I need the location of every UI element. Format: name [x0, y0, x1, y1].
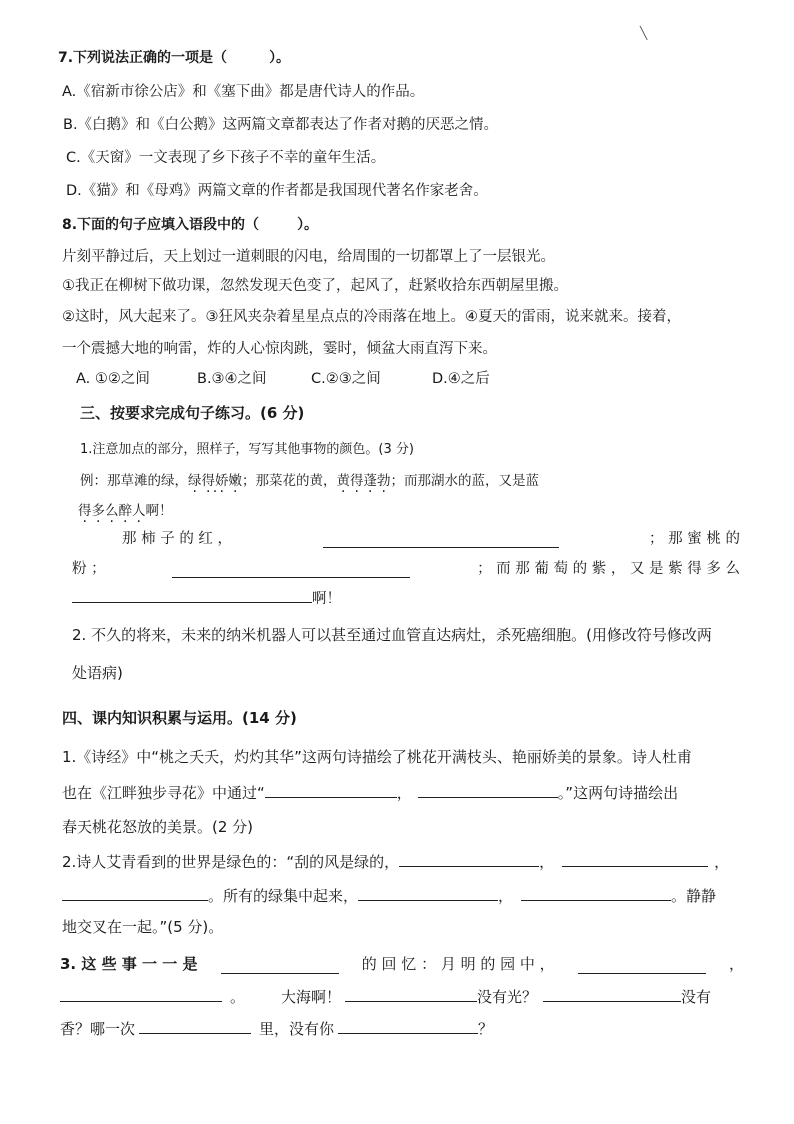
- q7-stem-text: 7.下列说法正确的一项是（: [58, 50, 228, 66]
- q8-sentence: 片刻平静过后，天上划过一道刺眼的闪电，给周围的一切都罩上了一层银光。: [62, 249, 555, 265]
- example-mid-2: ；而那湖水的蓝，又是蓝: [390, 473, 539, 489]
- q2-line2-comma: ，: [498, 887, 514, 905]
- q8-option-c: C.②③之间: [311, 371, 381, 387]
- dotted-char: 得: [78, 503, 92, 519]
- dotted-char: 么: [105, 503, 119, 519]
- fill-line1-prefix: 那 柿 子 的 红 ，: [122, 531, 233, 547]
- example-dotted-2: [337, 473, 391, 489]
- green-blank-1[interactable]: [399, 852, 539, 867]
- example-end: 啊！: [145, 503, 173, 519]
- fill-line-1: [122, 527, 740, 548]
- q7-paren-blank[interactable]: [227, 48, 269, 62]
- q2-line2-mid: 。所有的绿集中起来，: [208, 887, 359, 905]
- q8-passage-line2: ②这时，风大起来了。③狂风夹杂着星星点点的冷雨落在地上。④夏天的雷雨，说来就来。接着，: [62, 309, 681, 325]
- example-mid-1: ；那菜花的黄，: [242, 473, 337, 489]
- green-blank-4[interactable]: [358, 886, 498, 901]
- q3-line1-prefix: 3. 这 些 事 一 一 是: [60, 955, 198, 973]
- dotted-char: 多: [91, 503, 105, 519]
- example-dotted-1: [188, 473, 242, 489]
- q1-line2-comma: ，: [396, 784, 412, 802]
- poem-blank-2[interactable]: [418, 783, 558, 798]
- section3-heading: 三、按要求完成句子练习。(6 分): [80, 404, 305, 422]
- dotted-char: 得: [350, 473, 364, 489]
- dotted-char: 得: [201, 473, 215, 489]
- q8-passage-line1: ①我正在柳树下做功课，忽然发现天色变了，起风了，赶紧收拾东西朝屋里搬。: [62, 278, 568, 294]
- dotted-char: 娇: [215, 473, 229, 489]
- green-blank-2[interactable]: [562, 852, 708, 867]
- fill-blank-1[interactable]: [323, 533, 559, 548]
- memory-blank-6[interactable]: [139, 1019, 251, 1034]
- q8-option-b: B.③④之间: [197, 371, 267, 387]
- section4-q2-line3: 地交叉在一起。”(5 分)。: [62, 918, 224, 936]
- section4-q1-line3: 春天桃花怒放的美景。(2 分): [62, 818, 254, 836]
- green-blank-5[interactable]: [521, 886, 671, 901]
- q7-option-a: A.《宿新市徐公店》和《塞下曲》都是唐代诗人的作品。: [62, 84, 425, 100]
- q2-line2-end: 。静静: [671, 887, 717, 905]
- q7-option-d: D.《猫》和《母鸡》两篇文章的作者都是我国现代著名作家老舍。: [66, 183, 488, 199]
- fill-blank-3[interactable]: [72, 588, 312, 603]
- memory-blank-2[interactable]: [578, 959, 706, 974]
- section4-q1-line2: [62, 783, 678, 802]
- section4-q2-line2: [62, 886, 716, 905]
- q8-option-a: A. ①②之间: [76, 371, 150, 387]
- fill-line2-suffix: ； 而 那 葡 萄 的 紫 ， 又 是 紫 得 多 么: [477, 561, 740, 577]
- section3-q1-stem: 1.注意加点的部分，照样子，写写其他事物的颜色。(3 分): [80, 442, 414, 457]
- corner-mark: ╲: [640, 26, 648, 40]
- q3-line2-end: 没有: [681, 988, 712, 1006]
- q7-option-b: B.《白鹅》和《白公鹅》这两篇文章都表达了作者对鹅的厌恶之情。: [63, 117, 499, 133]
- section4-q3-line1: [60, 953, 744, 974]
- section3-example-line1: [80, 473, 539, 489]
- q3-line2-light: 没有光？: [477, 988, 538, 1006]
- q3-line1-mid: 的 回 忆 ： 月 明 的 园 中 ，: [361, 955, 555, 973]
- dotted-char: 人: [132, 503, 146, 519]
- fill-line1-suffix: ； 那 蜜 桃 的: [649, 531, 740, 547]
- q8-stem-text: 8.下面的句子应填入语段中的（: [62, 217, 260, 233]
- q8-option-d: D.④之后: [432, 371, 490, 387]
- section4-heading: 四、课内知识积累与运用。(14 分): [62, 709, 297, 727]
- dotted-char: 勃: [377, 473, 391, 489]
- q7-stem-end: ）。: [269, 50, 291, 66]
- q7-stem: [58, 48, 290, 67]
- dotted-char: 蓬: [363, 473, 377, 489]
- memory-blank-1[interactable]: [221, 959, 339, 974]
- section3-q2-line1: 2. 不久的将来，未来的纳米机器人可以甚至通过血管直达病灶，杀死癌细胞。(用修改符号修改两: [72, 626, 712, 644]
- fill-line-2: [72, 557, 740, 578]
- section4-q3-line3: [60, 1019, 493, 1038]
- section4-q1-line1: 1.《诗经》中“桃之夭夭，灼灼其华”这两句诗描绘了桃花开满枝头、艳丽娇美的景象。诗人杜甫: [62, 748, 692, 766]
- dotted-char: 绿: [188, 473, 202, 489]
- q7-option-c: C.《天窗》一文表现了乡下孩子不幸的童年生活。: [66, 150, 386, 166]
- example-prefix: 例：那草滩的绿，: [80, 473, 188, 489]
- memory-blank-5[interactable]: [543, 987, 681, 1002]
- q2-line1-prefix: 2.诗人艾青看到的世界是绿色的：“刮的风是绿的，: [62, 853, 400, 871]
- q3-line3-end: ？: [478, 1020, 494, 1038]
- memory-blank-7[interactable]: [338, 1019, 478, 1034]
- q3-line3-prefix: 香？哪一次: [60, 1020, 136, 1038]
- memory-blank-3[interactable]: [60, 987, 222, 1002]
- dotted-char: 黄: [336, 473, 350, 489]
- q3-line2-period: 。: [230, 988, 246, 1006]
- poem-blank-1[interactable]: [265, 783, 397, 798]
- q3-line2-sea: 大海啊！: [281, 988, 342, 1006]
- fill-line2-prefix: 粉 ；: [72, 561, 106, 577]
- q2-line1-comma: ，: [539, 853, 555, 871]
- green-blank-3[interactable]: [62, 886, 208, 901]
- example-dotted-3: [78, 503, 146, 519]
- q2-line1-end: ，: [714, 853, 730, 871]
- section4-q2-line1: [62, 852, 729, 871]
- fill-blank-2[interactable]: [172, 563, 410, 578]
- q3-line1-end: ，: [728, 955, 744, 973]
- fill-line3-end: 啊！: [312, 591, 341, 607]
- q8-stem-end: ）。: [297, 217, 319, 233]
- dotted-char: 醉: [118, 503, 132, 519]
- memory-blank-4[interactable]: [345, 987, 477, 1002]
- q8-passage-line3: 一个震撼大地的响雷，炸的人心惊肉跳，霎时，倾盆大雨直泻下来。: [62, 341, 497, 357]
- q3-line3-mid: 里，没有你: [259, 1020, 335, 1038]
- section3-q2-line2: 处语病): [72, 664, 123, 682]
- section4-q3-line2: [60, 987, 711, 1006]
- q8-stem: [62, 215, 318, 234]
- section3-example-line2: [78, 503, 173, 519]
- q1-line2-prefix: 也在《江畔独步寻花》中通过“: [62, 784, 265, 802]
- fill-line-3: [72, 588, 341, 608]
- q1-line2-suffix: 。”这两句诗描绘出: [557, 784, 679, 802]
- q8-paren-blank[interactable]: [259, 215, 297, 229]
- dotted-char: 嫩: [228, 473, 242, 489]
